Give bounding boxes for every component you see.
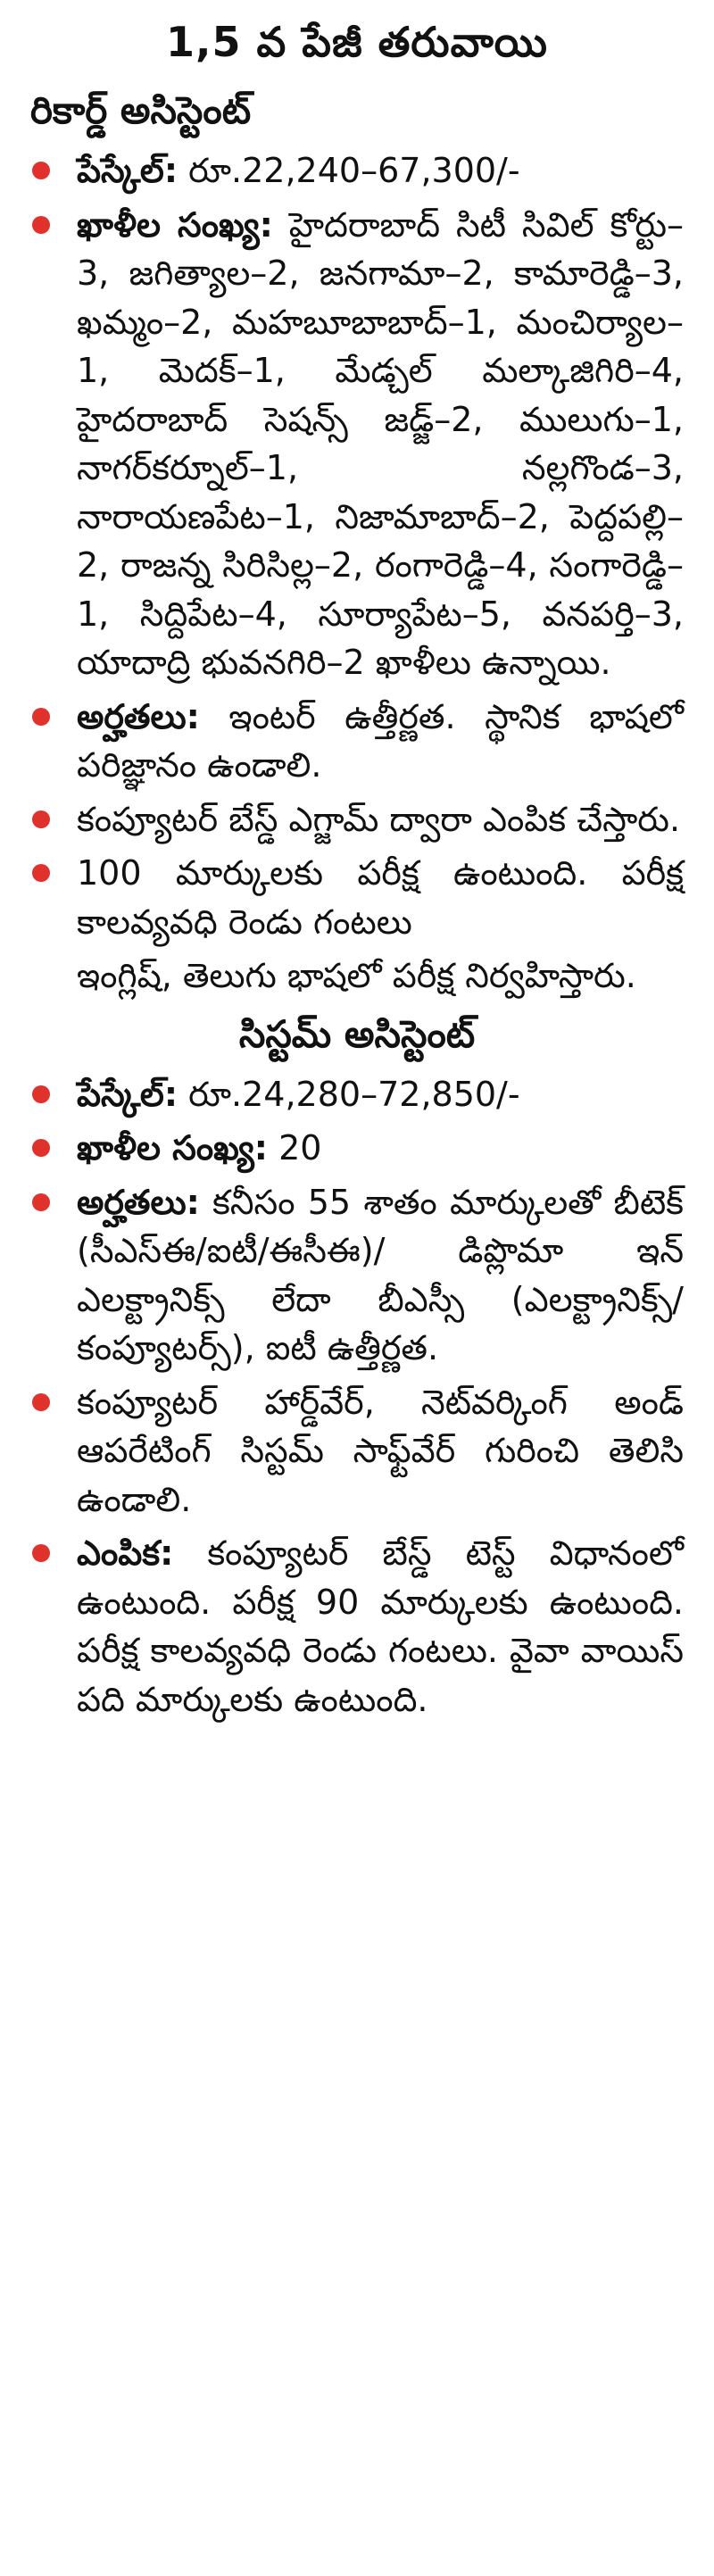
list-item [30, 1070, 684, 1119]
item-label: ఎంపిక: [77, 1533, 174, 1573]
item-label: అర్హతలు: [77, 696, 200, 736]
list-item [30, 693, 684, 790]
item-label: ఖాళీల సంఖ్య: [77, 204, 273, 245]
bullet-icon [32, 708, 50, 726]
item-text: ఇంటర్ ఉత్తీర్ణత. స్థానిక భాషలో పరిజ్ఞానం ఉండాలి. [77, 696, 684, 785]
list-item [30, 1178, 684, 1373]
list-item [30, 1124, 684, 1173]
item-label: అర్హతలు: [77, 1182, 200, 1222]
item-label: పేస్కేల్: [77, 151, 178, 190]
item-label: ఖాళీల సంఖ్య: [77, 1128, 268, 1168]
list-item [30, 1378, 684, 1525]
bullet-icon [32, 1085, 50, 1103]
item-text: రూ.24,280–72,850/- [178, 1074, 520, 1114]
section-title-system-assistant: సిస్టమ్ అసిస్టెంట్ [238, 1011, 476, 1056]
item-text: కంప్యూటర్ బేస్డ్ ఎగ్జామ్ ద్వారా ఎంపిక చేస్తారు. [77, 799, 681, 839]
list-item [30, 951, 684, 1001]
bullet-icon [32, 1193, 50, 1211]
bullet-icon [32, 810, 50, 828]
list-item [30, 849, 684, 946]
bullet-icon [32, 1393, 50, 1411]
record-assistant-list [30, 146, 684, 1001]
item-text: 100 మార్కులకు పరీక్ష ఉంటుంది. పరీక్ష కాలవ్యవధి రెండు గంటలు [77, 853, 684, 942]
item-text: కంప్యూటర్ హార్డ్‌వేర్, నెట్‌వర్కింగ్ అండ్ ఆపరేటింగ్ సిస్టమ్ సాఫ్ట్‌వేర్ గురించి తెలిసి ఉండాలి. [77, 1382, 684, 1519]
bullet-icon [32, 162, 50, 179]
item-text: హైదరాబాద్ సిటీ సివిల్ కోర్టు–3, జగిత్యాల–2, జనగామా–2, కామారెడ్డి–3, ఖమ్మం–2, మహబూబాబాద్–1, మంచిర్యాల–1, మెదక్–1, మేడ్చల్ మల్కాజిగిరి–4, హైదరాబాద్ సెషన్స్ జడ్జ్–2, ములుగు–1, నాగర్‌కర్నూల్–1, నల్లగొండ–3, నారాయణపేట–1, నిజామాబాద్–2, పెద్దపల్లి–2, రాజన్న సిరిసిల్ల–2, రంగారెడ్డి–4, సంగారెడ్డి–1, సిద్దిపేట–4, సూర్యాపేట–5, వనపర్తి–3, యాదాద్రి భువనగిరి–2 ఖాళీలు ఉన్నాయి. [77, 204, 685, 682]
continuation-heading: 1,5 వ పేజీ తరువాయి [166, 18, 548, 66]
item-text: కనీసం 55 శాతం మార్కులతో బీటెక్ (సీఎస్ఈ/ఐటీ/ఈసీఈ)/ డిప్లొమా ఇన్ ఎలక్ట్రానిక్స్ లేదా బీఎస్సీ (ఎలక్ట్రానిక్స్/కంప్యూటర్స్), ఐటీ ఉత్తీర్ణత. [77, 1182, 684, 1367]
bullet-icon [32, 1139, 50, 1157]
bullet-icon [32, 1544, 50, 1562]
item-label: పేస్కేల్: [77, 1074, 178, 1114]
section-title-record-assistant: రికార్డ్ అసిస్టెంట్ [30, 88, 252, 132]
item-text: రూ.22,240–67,300/- [178, 151, 520, 190]
list-item [30, 795, 684, 844]
list-item [30, 201, 684, 687]
system-assistant-list [30, 1070, 684, 1724]
bullet-icon [32, 216, 50, 234]
list-item [30, 146, 684, 195]
item-text: కంప్యూటర్ బేస్డ్ టెస్ట్ విధానంలో ఉంటుంది. పరీక్ష 90 మార్కులకు ఉంటుంది. పరీక్ష కాలవ్యవధి రెండు గంటలు. వైవా వాయిస్ పది మార్కులకు ఉంటుంది. [77, 1533, 684, 1719]
item-text: ఇంగ్లిష్, తెలుగు భాషలో పరీక్ష నిర్వహిస్తారు. [77, 956, 636, 995]
item-text: 20 [267, 1128, 322, 1168]
bullet-icon [32, 864, 50, 882]
list-item [30, 1529, 684, 1724]
